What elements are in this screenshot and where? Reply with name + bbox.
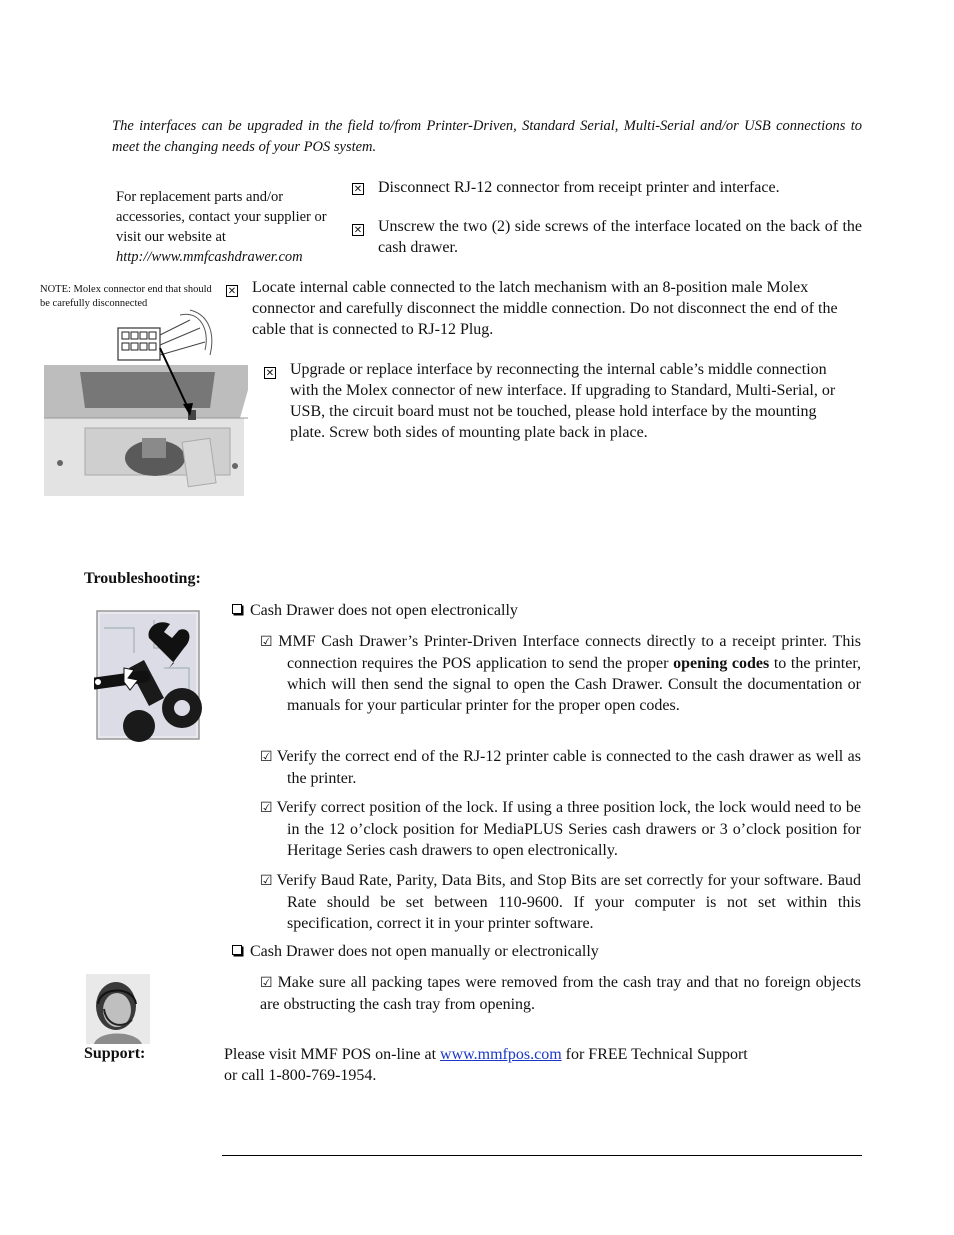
step-3-box — [226, 281, 238, 299]
support-text — [224, 1044, 844, 1086]
replacement-parts-note — [116, 187, 336, 267]
p1-item-2-text: Verify the correct end of the RJ-12 printer cable is connected to the cash drawer as well as the printer. — [276, 748, 861, 787]
troubleshooting-heading: Troubleshooting: — [84, 570, 201, 587]
molex-connector-illustration — [118, 310, 212, 360]
checkbox-square-icon — [232, 604, 242, 614]
step-3-text: Locate internal cable connected to the latch mechanism with an 8-position male Molex connector and carefully disconnect the middle connection. Do not disconnect the end of the cable that is connected to RJ-12 Plug. — [252, 279, 838, 338]
checkmark-icon: ☑ — [260, 975, 273, 991]
p1-item-2 — [260, 746, 861, 789]
p1-item-4 — [260, 870, 861, 934]
p2-item-1 — [260, 972, 861, 1015]
checked-box-icon: ✕ — [353, 184, 363, 195]
replacement-text: For replacement parts and/or accessories, contact your supplier or visit our website at — [116, 189, 327, 245]
problem-2-text: Cash Drawer does not open manually or electronically — [250, 943, 599, 960]
checkbox-square-icon — [232, 945, 242, 955]
problem-1 — [232, 600, 518, 621]
problem-2 — [232, 941, 599, 962]
checked-box-icon: ✕ — [227, 286, 237, 297]
support-phone: or call 1-800-769-1954. — [224, 1067, 377, 1084]
checked-box-icon: ✕ — [353, 225, 363, 236]
support-post: for FREE Technical Support — [561, 1046, 748, 1063]
p1-item-1-post: to the printer, which will then send the signal to open the Cash Drawer. Consult the documentation or manuals for your particular printer for the proper open codes. — [287, 655, 862, 714]
footer-rule — [222, 1155, 862, 1156]
problem-1-text: Cash Drawer does not open electronically — [250, 602, 518, 619]
step-4-text: Upgrade or replace interface by reconnecting the internal cable’s middle connection with the Molex connector of new interface. If upgrading to Standard, Multi-Serial, or USB, the circuit board must not be touched, please hold interface by the mounting plate. Screw both sides of mounting plate back in place. — [290, 361, 836, 441]
support-link[interactable]: www.mmfpos.com — [440, 1046, 562, 1063]
step-2-box — [352, 220, 364, 238]
checkmark-icon: ☑ — [260, 749, 273, 765]
support-pre: Please visit MMF POS on-line at — [224, 1046, 441, 1063]
p1-item-1-pre: MMF Cash Drawer’s Printer-Driven Interface connects directly to a receipt printer. This connection requires the POS application to send the proper — [278, 633, 861, 672]
p2-item-1-text: Make sure all packing tapes were removed from the cash tray and that no foreign objects are obstructing the cash tray from opening. — [260, 974, 862, 1013]
interface-photo — [40, 300, 250, 500]
checkmark-icon: ☑ — [260, 873, 273, 889]
support-heading: Support: — [84, 1045, 146, 1062]
checked-box-icon: ✕ — [265, 368, 275, 379]
checkmark-icon: ☑ — [260, 634, 273, 650]
step-2-text: Unscrew the two (2) side screws of the interface located on the back of the cash drawer. — [378, 218, 862, 256]
support-agent-photo — [86, 974, 150, 1044]
intro-text: The interfaces can be upgraded in the field to/from Printer-Driven, Standard Serial, Multi-Serial and/or USB connections to meet the changing needs of your POS system. — [112, 118, 862, 155]
molex-note: NOTE: Molex connector end that should be carefully disconnected — [40, 284, 212, 309]
p1-item-3-text: Verify correct position of the lock. If using a three position lock, the lock would need to be in the 12 o’clock position for MediaPLUS Series cash drawers or 3 o’clock position for Heritage Series cash drawers to open electronically. — [276, 799, 861, 859]
step-4-box — [264, 363, 276, 381]
tools-icon — [94, 608, 202, 742]
checkmark-icon: ☑ — [260, 800, 273, 816]
step-1 — [352, 177, 862, 198]
p1-item-4-text: Verify Baud Rate, Parity, Data Bits, and Stop Bits are set correctly for your software. Baud Rate should be set between 110-9600. If your computer is not set within this specification, correct it in your printer software. — [276, 872, 862, 932]
step-1-text: Disconnect RJ-12 connector from receipt printer and interface. — [378, 179, 780, 196]
p1-item-3 — [260, 797, 861, 861]
p1-item-1 — [260, 631, 861, 716]
opening-codes: opening codes — [673, 655, 770, 672]
website-url: http://www.mmfcashdrawer.com — [116, 249, 303, 265]
